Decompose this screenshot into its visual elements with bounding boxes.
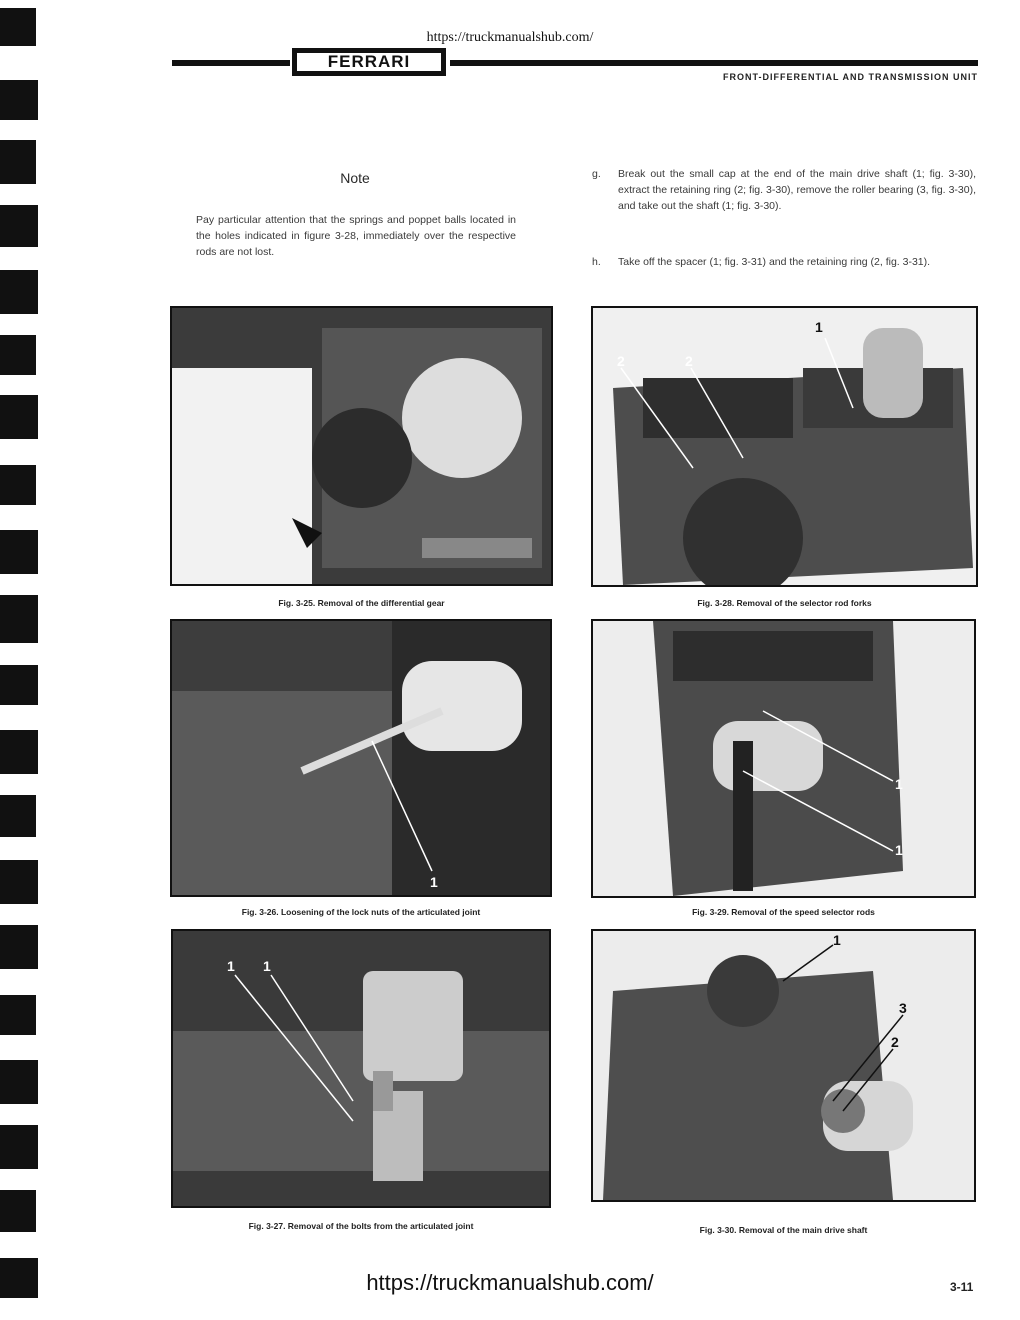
binder-tab [0, 395, 38, 439]
figure-photo-3-29 [591, 619, 976, 898]
figure-photo-3-27 [171, 929, 551, 1208]
binder-tab [0, 925, 38, 969]
callout-label: 2 [891, 1034, 899, 1050]
binder-tab [0, 860, 38, 904]
header-rule-left [172, 60, 290, 66]
callout-label: 1 [815, 319, 823, 335]
binder-tab [0, 665, 38, 705]
binder-tab [0, 140, 36, 184]
figure-caption-3-28: Fig. 3-28. Removal of the selector rod forks [697, 598, 872, 608]
step-h [592, 254, 976, 270]
binder-tab [0, 205, 38, 247]
figure-photo-3-30 [591, 929, 976, 1202]
binder-tab [0, 335, 36, 375]
callout-label: 1 [430, 874, 438, 890]
callout-label: 3 [899, 1000, 907, 1016]
header-rule-right [450, 60, 978, 66]
figure-caption-3-29: Fig. 3-29. Removal of the speed selector rods [692, 907, 875, 917]
callout-label: 2 [685, 353, 693, 369]
header-url[interactable]: https://truckmanualshub.com/ [426, 30, 594, 45]
step-text: Take off the spacer (1; fig. 3-31) and the retaining ring (2, fig. 3-31). [618, 256, 931, 268]
binder-tab [0, 1060, 38, 1104]
step-g [592, 166, 976, 214]
binder-tab [0, 730, 38, 774]
binder-tab [0, 1125, 38, 1169]
binder-tab [0, 1190, 36, 1232]
section-title: FRONT-DIFFERENTIAL AND TRANSMISSION UNIT [723, 72, 978, 82]
figure-photo-3-28 [591, 306, 978, 587]
callout-label: 2 [617, 353, 625, 369]
callout-label: 1 [895, 776, 903, 792]
figure-photo-3-26 [170, 619, 552, 897]
page-number: 3-11 [950, 1280, 974, 1294]
binder-tab [0, 80, 38, 120]
ferrari-logo [292, 48, 446, 76]
callout-label: 1 [263, 958, 271, 974]
figure-caption-3-27: Fig. 3-27. Removal of the bolts from the articulated joint [248, 1221, 474, 1231]
figure-caption-3-30: Fig. 3-30. Removal of the main drive shaft [699, 1225, 868, 1235]
binder-tab [0, 270, 38, 314]
step-text: Break out the small cap at the end of the main drive shaft (1; fig. 3-30), extract the retaining ring (2; fig. 3-30), remove the roller bearing (3, fig. 3-30), and take out the shaft (1; fig. 3-30). [618, 168, 976, 212]
step-letter: h. [592, 256, 601, 268]
logo-text: FERRARI [297, 53, 441, 71]
callout-label: 1 [227, 958, 235, 974]
binder-tab [0, 530, 38, 574]
binder-tab [0, 465, 36, 505]
figure-caption-3-26: Fig. 3-26. Loosening of the lock nuts of the articulated joint [241, 907, 481, 917]
binder-tab [0, 995, 36, 1035]
figure-caption-3-25: Fig. 3-25. Removal of the differential gear [278, 598, 445, 608]
binder-tab [0, 795, 36, 837]
figure-photo-3-25 [170, 306, 553, 586]
note-heading: Note [340, 170, 370, 186]
step-letter: g. [592, 168, 601, 180]
note-body: Pay particular attention that the springs and poppet balls located in the holes indicated in figure 3-28, immediately over the respective rods are not lost. [196, 214, 516, 258]
binder-tab [0, 595, 38, 643]
footer-url[interactable]: https://truckmanualshub.com/ [366, 1270, 654, 1295]
callout-label: 1 [833, 932, 841, 948]
callout-label: 1 [895, 842, 903, 858]
